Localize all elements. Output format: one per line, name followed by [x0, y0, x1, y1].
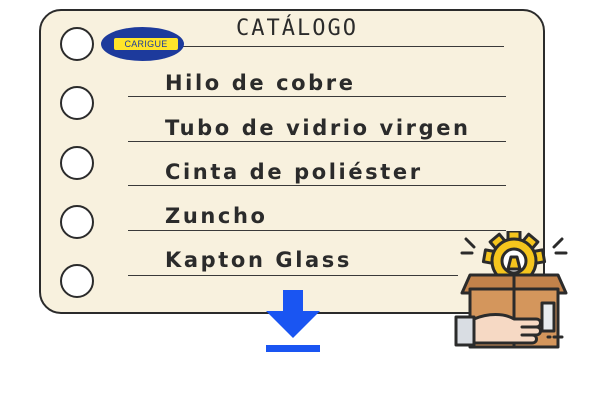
item-rule — [128, 96, 506, 97]
item-rule — [128, 230, 506, 231]
catalog-item-cinta-de-poliester[interactable]: Cinta de poliéster — [165, 160, 423, 184]
notebook-hole — [60, 86, 94, 120]
notebook-hole — [60, 205, 94, 239]
catalog-item-zuncho[interactable]: Zuncho — [165, 204, 268, 228]
logo-text: CARIGUE — [124, 39, 168, 49]
carigue-logo — [101, 27, 184, 61]
header-rule — [128, 46, 504, 47]
notebook-hole — [60, 146, 94, 180]
item-rule — [128, 141, 506, 142]
download-icon[interactable] — [266, 290, 320, 354]
notebook-hole — [60, 27, 94, 61]
catalog-item-hilo-de-cobre[interactable]: Hilo de cobre — [165, 71, 356, 95]
notebook-hole — [60, 264, 94, 298]
catalog-title: CATÁLOGO — [236, 16, 358, 41]
item-rule — [128, 185, 506, 186]
item-rule — [128, 275, 458, 276]
package-gear-hand-icon — [452, 231, 576, 353]
catalog-item-kapton-glass[interactable]: Kapton Glass — [165, 248, 353, 272]
catalog-item-tubo-de-vidrio[interactable]: Tubo de vidrio virgen — [165, 116, 471, 140]
